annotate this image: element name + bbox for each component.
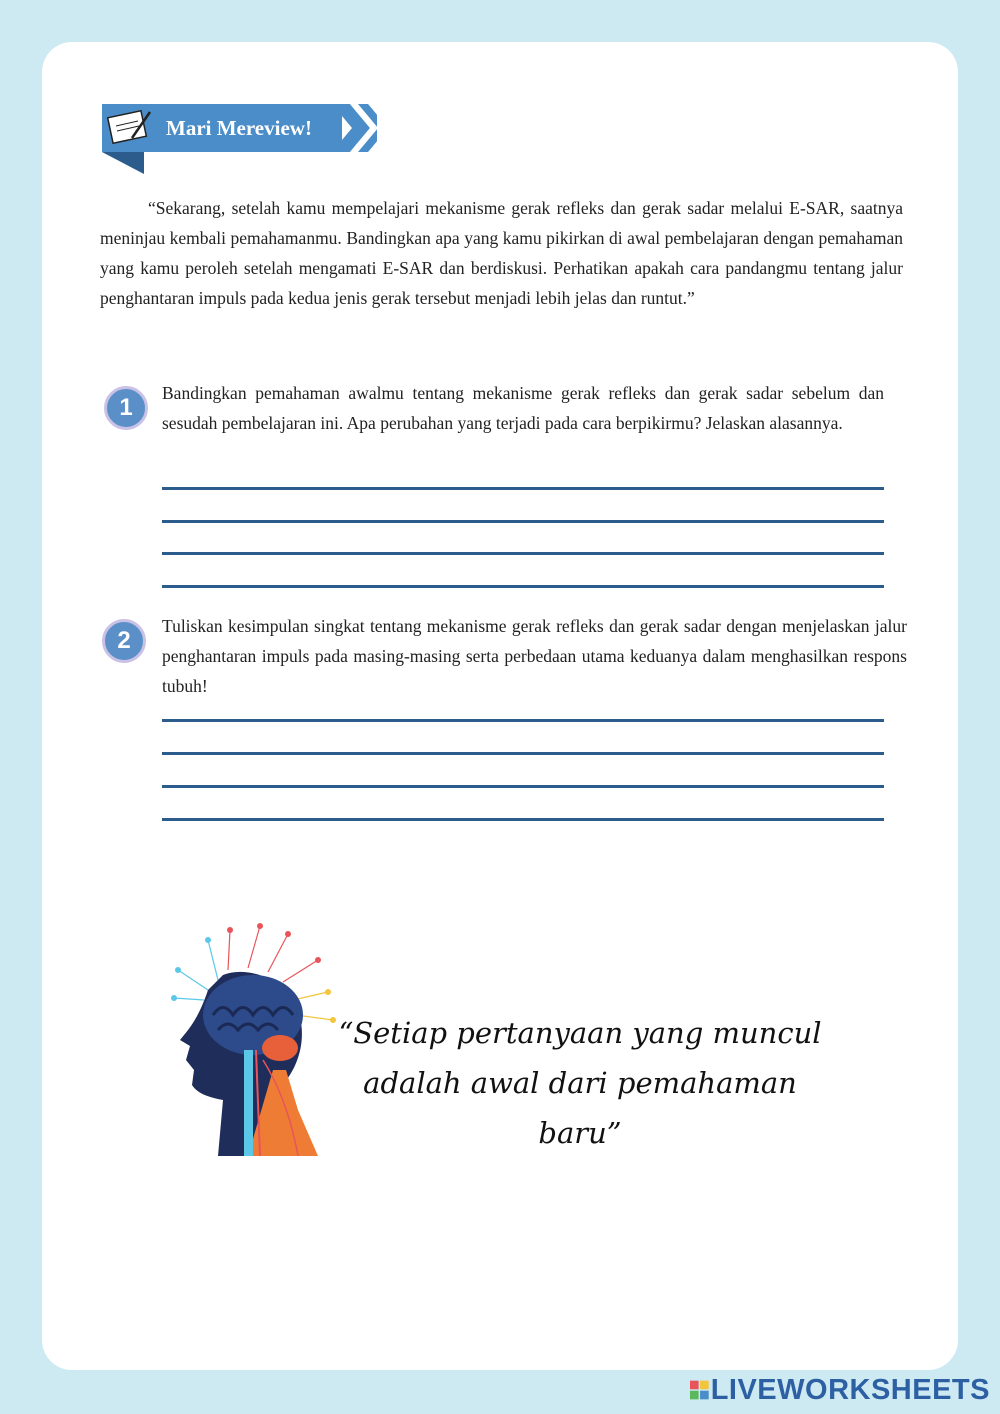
answer-line[interactable] <box>162 520 884 523</box>
answer-line[interactable] <box>162 487 884 490</box>
banner-title: Mari Mereview! <box>166 116 312 140</box>
answer-line[interactable] <box>162 719 884 722</box>
brain-head-illustration <box>168 920 340 1156</box>
liveworksheets-logo[interactable] <box>690 1373 990 1406</box>
answer-line[interactable] <box>162 785 884 788</box>
answer-line[interactable] <box>162 752 884 755</box>
answer-line[interactable] <box>162 818 884 821</box>
quote-line-1: “Setiap pertanyaan yang muncul <box>338 1016 822 1050</box>
quote-line-2: adalah awal dari pemahaman baru” <box>363 1066 797 1150</box>
question-2-text: Tuliskan kesimpulan singkat tentang mekanisme gerak refleks dan gerak sadar dengan menjelaskan jalur penghantaran impuls pada masing-masing serta perbedaan utama keduanya dalam menghasilkan respons tubuh! <box>162 616 907 696</box>
answer-line[interactable] <box>162 585 884 588</box>
question-1-text: Bandingkan pemahaman awalmu tentang mekanisme gerak refleks dan gerak sadar sebelum dan sesudah pembelajaran ini. Apa perubahan yang terjadi pada cara berpikirmu? Jelaskan alasannya. <box>162 383 884 433</box>
motivational-quote <box>330 1008 830 1158</box>
answer-line[interactable] <box>162 552 884 555</box>
liveworksheets-icon <box>690 1377 709 1403</box>
question-number-badge: 1 <box>104 386 148 430</box>
intro-paragraph: “Sekarang, setelah kamu mempelajari mekanisme gerak refleks dan gerak sadar melalui E-SAR, saatnya meninjau kembali pemahamanmu. Bandingkan apa yang kamu pikirkan di awal pembelajaran dengan pemahaman yang kamu peroleh setelah mengamati E-SAR dan berdiskusi. Perhatikan apakah cara pandangmu tentang jalur penghantaran impuls pada kedua jenis gerak tersebut menjadi lebih jelas dan runtut.” <box>100 198 903 308</box>
brand-name: LIVEWORKSHEETS <box>710 1373 990 1406</box>
question-number-badge: 2 <box>102 619 146 663</box>
